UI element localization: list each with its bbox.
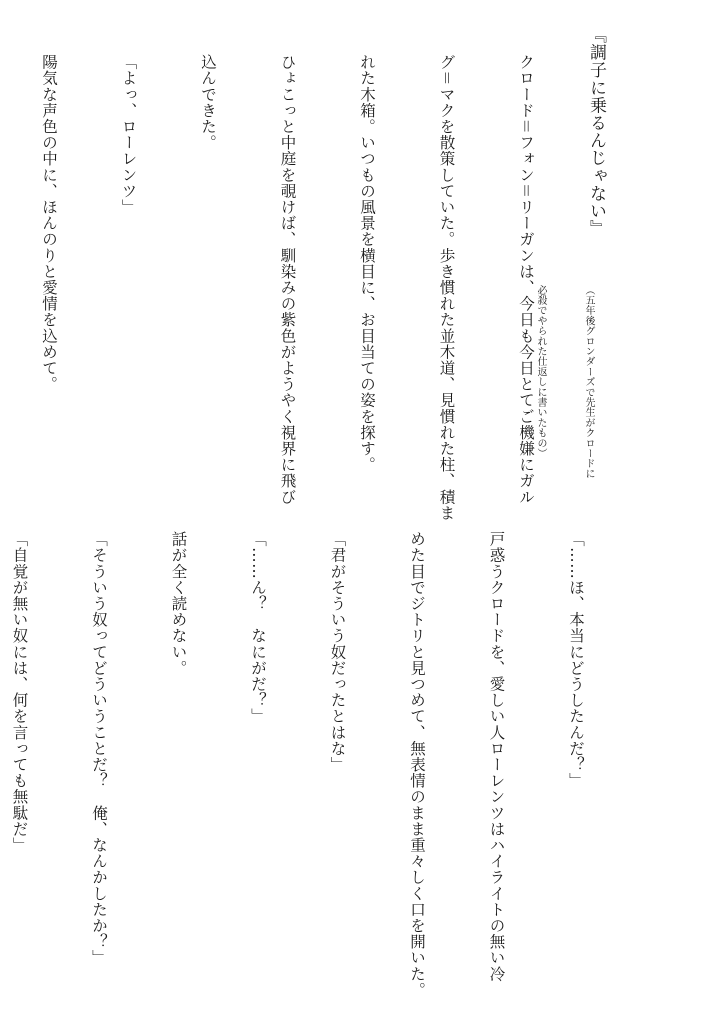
lower-body-text — [0, 531, 642, 1011]
text-line: 戸惑うクロードを、愛しい人ローレンツはハイライトの無い冷 — [487, 531, 506, 982]
text-line: 「そういう奴ってどういうことだ？ 俺、なんかしたか？」 — [90, 531, 108, 966]
text-line: クロード＝フォン＝リーガンは、今日も今日とてご機嫌にガル — [517, 54, 535, 505]
text-line: 「……ん？ なにがだ？」 — [249, 531, 267, 725]
upper-body-text — [0, 54, 592, 521]
subtitle-line: 必殺でやられた仕返しに書いたもの） — [535, 285, 546, 459]
text-line: 話が全く読めない。 — [169, 531, 188, 676]
text-line: 陽気な声色の中に、ほんのりと愛情を込めて。 — [40, 54, 58, 393]
text-line: 「君がそういう奴だったとはな」 — [328, 531, 347, 773]
subtitle-line: （五年後グロンダーズで先生がクロードに — [583, 285, 594, 479]
text-line: 「よっ、ローレンツ」 — [119, 54, 138, 215]
text-line: グ＝マクを散策していた。歩き慣れた並木道、見慣れた柱、積ま — [437, 54, 456, 521]
text-line: 「自覚が無い奴には、何を言っても無駄だ」 — [10, 531, 29, 853]
text-line: めた目でジトリと見つめて、無表情のまま重々しく口を開いた。 — [408, 531, 426, 998]
title-text: 『調子に乗るんじゃない』 — [586, 26, 606, 238]
text-line: 込んできた。 — [199, 54, 217, 151]
text-line: れた木箱。いつもの風景を横目に、お目当ての姿を探す。 — [358, 54, 376, 473]
text-line: ひょこっと中庭を覗けば、馴染みの紫色がようやく視界に飛び — [278, 54, 297, 505]
text-line: 「……ほ、本当にどうしたんだ？」 — [567, 531, 585, 789]
